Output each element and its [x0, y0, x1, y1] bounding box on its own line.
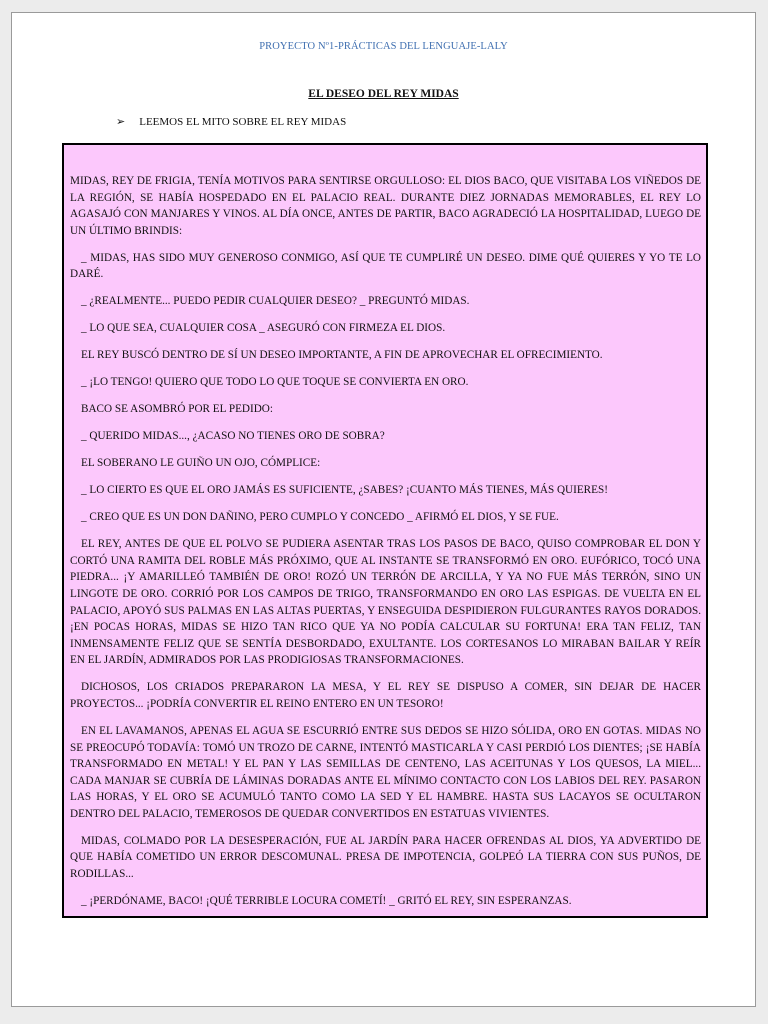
- story-paragraph: _ ¿REALMENTE... PUEDO PEDIR CUALQUIER DESEO? _ PREGUNTÓ MIDAS.: [81, 295, 470, 308]
- story-paragraph: _ CREO QUE ES UN DON DAÑINO, PERO CUMPLO Y CONCEDO _ AFIRMÓ EL DIOS, Y SE FUE.: [81, 511, 559, 524]
- story-paragraph: _ ¡LO TENGO! QUIERO QUE TODO LO QUE TOQUE SE CONVIERTA EN ORO.: [81, 376, 469, 389]
- story-paragraph: BACO SE ASOMBRÓ POR EL PEDIDO:: [81, 403, 273, 416]
- document-title: EL DESEO DEL REY MIDAS: [308, 88, 459, 100]
- story-paragraph: _ MIDAS, HAS SIDO MUY GENEROSO CONMIGO, ASÍ QUE TE CUMPLIRÉ UN DESEO. DIME QUÉ QUIERES Y YO TE LO DARÉ.: [70, 251, 701, 281]
- project-header: PROYECTO Nº1-PRÁCTICAS DEL LENGUAJE-LALY: [259, 41, 508, 52]
- story-paragraph: EN EL LAVAMANOS, APENAS EL AGUA SE ESCURRIÓ ENTRE SUS DEDOS SE HIZO SÓLIDA, ORO EN GOTAS. MIDAS NO SE PREOCUPÓ TODAVÍA: TOMÓ UN TROZO DE CARNE, INTENTÓ MASTICARLA Y CASI PERDIÓ LOS DIENTES; ¡SE HABÍA TRANSFORMADO EN METAL! Y EL PAN Y LAS SEMILLAS DE CENTENO, LAS ACEITUNAS Y LOS QUESOS, LA MIEL... CADA MANJAR SE CUBRÍA DE LÁMINAS DORADAS ANTE EL MÍNIMO CONTACTO CON LOS LABIOS DEL REY. PASARON LAS HORAS, Y EL ORO SE ACUMULÓ TANTO COMO LA SED Y EL HAMBRE. HASTA SUS LACAYOS SE OCULTARON DENTRO DEL PALACIO, TEMEROSOS DE QUEDAR CONVERTIDOS EN ESTATUAS VIVIENTES.: [70, 724, 701, 820]
- story-paragraph: _ QUERIDO MIDAS..., ¿ACASO NO TIENES ORO DE SOBRA?: [81, 430, 385, 443]
- story-paragraph: MIDAS, COLMADO POR LA DESESPERACIÓN, FUE AL JARDÍN PARA HACER OFRENDAS AL DIOS, YA ADVERTIDO DE QUE HABÍA COMETIDO UN ERROR DESCOMUNAL. PRESA DE IMPOTENCIA, GOLPEÓ LA TIERRA CON SUS PUÑOS, DE RODILLAS...: [70, 834, 701, 881]
- arrow-bullet-icon: ➢: [116, 115, 126, 128]
- story-paragraph: _ LO CIERTO ES QUE EL ORO JAMÁS ES SUFICIENTE, ¿SABES? ¡CUANTO MÁS TIENES, MÁS QUIERES!: [81, 484, 608, 497]
- story-text-box: [62, 143, 708, 918]
- story-paragraph: EL SOBERANO LE GUIÑO UN OJO, CÓMPLICE:: [81, 457, 321, 470]
- document-page: [11, 12, 756, 1007]
- story-paragraph: _ ¡PERDÓNAME, BACO! ¡QUÉ TERRIBLE LOCURA COMETÍ! _ GRITÓ EL REY, SIN ESPERANZAS.: [81, 895, 572, 908]
- instruction-bullet: [116, 115, 346, 128]
- story-paragraph: EL REY BUSCÓ DENTRO DE SÍ UN DESEO IMPORTANTE, A FIN DE APROVECHAR EL OFRECIMIENTO.: [81, 349, 603, 362]
- story-paragraph: DICHOSOS, LOS CRIADOS PREPARARON LA MESA, Y EL REY SE DISPUSO A COMER, SIN DEJAR DE HACER PROYECTOS... ¡PODRÍA CONVERTIR EL REINO ENTERO EN UN TESORO!: [70, 681, 701, 710]
- story-paragraph: MIDAS, REY DE FRIGIA, TENÍA MOTIVOS PARA SENTIRSE ORGULLOSO: EL DIOS BACO, QUE VISITABA LOS VIÑEDOS DE LA REGIÓN, SE HABÍA HOSPEDADO EN EL PALACIO REAL. DURANTE DIEZ JORNADAS MEMORABLES, EL REY LO AGASAJÓ CON MANJARES Y VINOS. AL DÍA ONCE, ANTES DE PARTIR, BACO AGRADECIÓ LA HOSPITALIDAD, LUEGO DE UN ÚLTIMO BRINDIS:: [70, 175, 701, 237]
- story-paragraph: _ LO QUE SEA, CUALQUIER COSA _ ASEGURÓ CON FIRMEZA EL DIOS.: [81, 322, 446, 335]
- story-paragraph: EL REY, ANTES DE QUE EL POLVO SE PUDIERA ASENTAR TRAS LOS PASOS DE BACO, QUISO COMPROBAR EL DON Y CORTÓ UNA RAMITA DEL ROBLE MÁS PRÓXIMO, QUE AL INSTANTE SE TRANSFORMÓ EN ORO. EUFÓRICO, TOCÓ UNA PIEDRA... ¡Y AMARILLEÓ TAMBIÉN DE ORO! ROZÓ UN TERRÓN DE ARCILLA, Y YA NO FUE MÁS TERRÓN, SINO UN LINGOTE DE ORO. CORRIÓ POR LOS CAMPOS DE TRIGO, TRANSFORMANDO EN ORO LAS ESPIGAS. DE VUELTA EN EL PALACIO, APOYÓ SUS PALMAS EN LAS ALTAS PUERTAS, Y ENSEGUIDA DESPIDIERON FULGURANTES RAYOS DORADOS. ¡EN POCAS HORAS, MIDAS SE HIZO TAN RICO QUE YA NO PODÍA CALCULAR SU FORTUNA! ERA TAN FELIZ, TAN INMENSAMENTE FELIZ QUE SE SENTÍA DESBORDADO, EXULTANTE. LOS CORTESANOS LO MIRABAN BAILAR Y REÍR EN EL JARDÍN, ADMIRADOS POR LAS PRODIGIOSAS TRANSFORMACIONES.: [70, 538, 701, 667]
- instruction-text: LEEMOS EL MITO SOBRE EL REY MIDAS: [139, 115, 347, 128]
